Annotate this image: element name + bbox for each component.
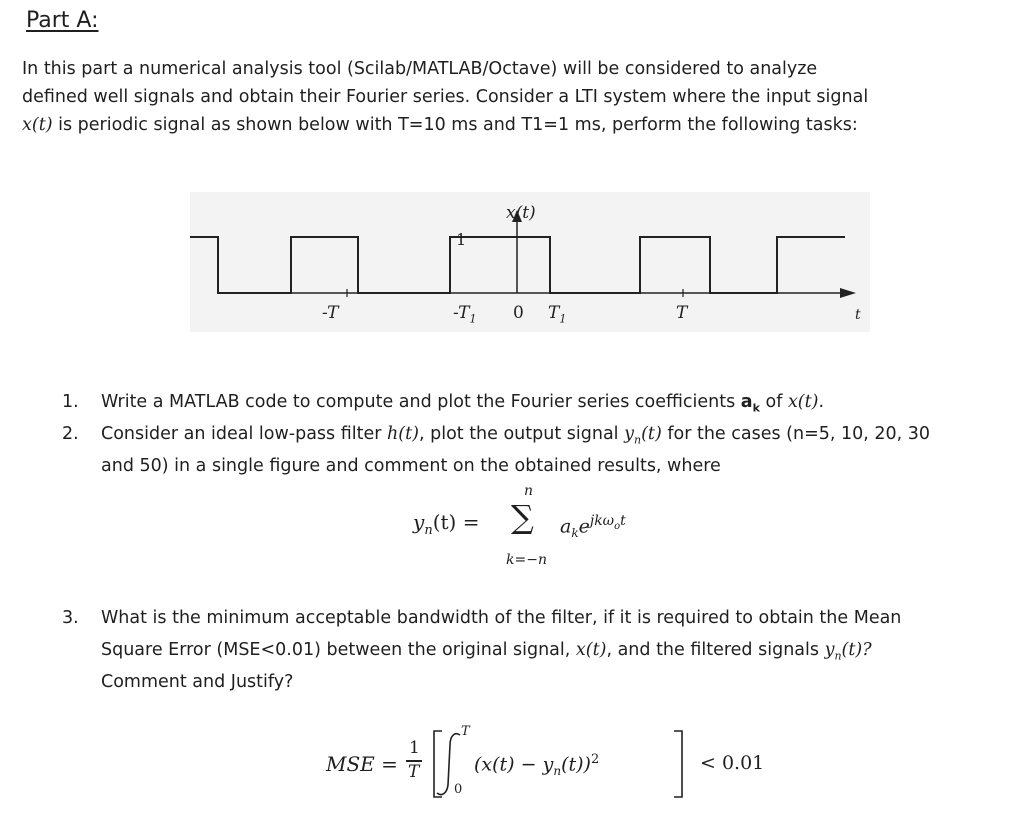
intro-line-2: defined well signals and obtain their Fourier series. Consider a LTI system where the input signal — [22, 87, 869, 107]
tick-label-T1: $T_1$ — [548, 303, 567, 326]
axis-label-t: t — [855, 307, 861, 323]
task-1-text: Write a MATLAB code to compute and plot the Fourier series coefficients $a_k$ of x(t). — [101, 392, 825, 415]
intro-line-1: In this part a numerical analysis tool (Scilab/MATLAB/Octave) will be considered to analyze — [22, 59, 818, 79]
signal-symbol: x(t) — [22, 115, 53, 135]
amplitude-label: 1 — [456, 230, 467, 249]
task-2-number: 2. — [62, 424, 79, 444]
integral-lower-limit: 0 — [454, 782, 463, 797]
fraction-denominator: T — [408, 762, 420, 782]
time-axis-arrow — [840, 288, 856, 298]
integrand: $(x(t) - y_n(t))^2$ — [474, 752, 600, 779]
sum-lower-limit: k=−n — [506, 552, 547, 568]
mse-lhs: MSE = — [326, 752, 398, 776]
intro-line-3 — [22, 115, 858, 135]
page-title: Part A: — [26, 8, 99, 33]
task-3-number: 3. — [62, 608, 79, 628]
task-3-text-line-2: Square Error (MSE<0.01) between the original signal, x(t), and the filtered signals $y_n(t)$? — [101, 640, 872, 663]
tick-label-T: T — [676, 303, 688, 323]
signal-figure — [190, 192, 870, 332]
task-3-text-line-3: Comment and Justify? — [101, 672, 294, 692]
sum-term: $a_ke^{jk\omega_ot}$ — [560, 513, 626, 541]
fraction-numerator: 1 — [409, 738, 420, 758]
sum-upper-limit: n — [524, 483, 534, 499]
tick-label-zero: 0 — [513, 303, 524, 323]
task-2-text: Consider an ideal low-pass filter h(t), plot the output signal $y_n(t)$ for the cases (n=5, 10, 20, 30 — [101, 424, 931, 447]
intro-line-3-text: is periodic signal as shown below with T=10 ms and T1=1 ms, perform the following tasks: — [52, 115, 858, 135]
task-1-number: 1. — [62, 392, 79, 412]
figure-ylabel: x(t) — [506, 203, 536, 223]
tick-label-neg-T1: $-T_1$ — [453, 303, 477, 326]
integral-upper-limit: T — [461, 724, 470, 739]
task-2-text-line-2: and 50) in a single figure and comment on the obtained results, where — [101, 456, 721, 476]
tick-label-neg-T: -T — [322, 303, 339, 323]
mse-threshold: < 0.01 — [700, 752, 765, 774]
task-3-text-line-1: What is the minimum acceptable bandwidth of the filter, if it is required to obtain the Mean — [101, 608, 902, 628]
summation-symbol: ∑ — [511, 498, 534, 536]
